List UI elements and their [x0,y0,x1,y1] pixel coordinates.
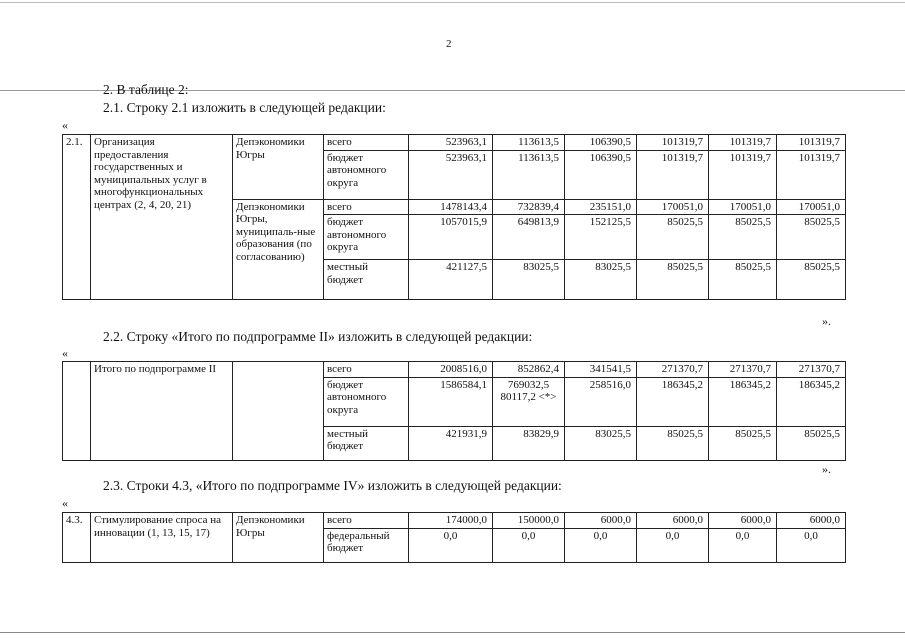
open-quote-2: « [62,346,68,360]
value-cell: 101319,7 [637,135,709,151]
value-cell: 1586584,1 [409,377,493,426]
scan-edge-top [0,2,905,3]
value-cell: 271370,7 [637,362,709,378]
funding-source: бюджет автономного округа [324,150,409,199]
value-cell: 732839,4 [493,199,565,215]
value-cell: 83025,5 [493,260,565,300]
value-cell: 106390,5 [565,150,637,199]
value-cell: 1478143,4 [409,199,493,215]
funding-source: всего [324,362,409,378]
scan-edge-bottom [0,632,905,633]
executor-cell: Депэкономики Югры [233,513,324,563]
value-cell: 421127,5 [409,260,493,300]
value-cell: 83025,5 [565,260,637,300]
value-cell: 186345,2 [777,377,846,426]
value-cell: 113613,5 [493,150,565,199]
paragraph-2-1: 2.1. Строку 2.1 изложить в следующей редакции: [103,100,386,115]
value-cell: 170051,0 [637,199,709,215]
value-cell: 150000,0 [493,513,565,529]
value-cell: 101319,7 [709,135,777,151]
funding-source: федеральный бюджет [324,528,409,562]
value-cell: 421931,9 [409,426,493,460]
value-cell: 83025,5 [565,426,637,460]
value-cell: 0,0 [637,528,709,562]
value-cell: 341541,5 [565,362,637,378]
event-name: Стимулирование спроса на инновации (1, 13, 15, 17) [91,513,233,563]
value-cell: 6000,0 [565,513,637,529]
table-row [63,513,846,529]
value-cell: 6000,0 [709,513,777,529]
value-cell: 101319,7 [637,150,709,199]
table-subtotal-ii [62,361,846,461]
value-cell: 6000,0 [777,513,846,529]
value-cell: 649813,9 [493,215,565,260]
row-number: 4.3. [63,513,91,563]
value-cell: 2008516,0 [409,362,493,378]
value-cell: 235151,0 [565,199,637,215]
value-cell: 0,0 [777,528,846,562]
value-cell: 101319,7 [777,135,846,151]
table-row-2-1 [62,134,846,300]
value-cell: 101319,7 [709,150,777,199]
value-cell: 83829,9 [493,426,565,460]
subtotal-name: Итого по подпрограмме II [91,362,233,461]
funding-source: местный бюджет [324,260,409,300]
close-quote-2: ». [822,462,831,476]
value-cell: 106390,5 [565,135,637,151]
value-cell: 0,0 [493,528,565,562]
value-cell: 113613,5 [493,135,565,151]
page-number: 2 [446,38,452,50]
funding-source: всего [324,135,409,151]
value-cell: 769032,5 80117,2 <*> [493,377,565,426]
value-cell: 152125,5 [565,215,637,260]
value-cell: 85025,5 [637,260,709,300]
funding-source: всего [324,513,409,529]
value-cell: 186345,2 [637,377,709,426]
value-cell: 186345,2 [709,377,777,426]
value-cell: 101319,7 [777,150,846,199]
close-quote-1: ». [822,314,831,328]
executor-cell: Депэкономики Югры [233,135,324,200]
value-cell: 258516,0 [565,377,637,426]
value-cell: 1057015,9 [409,215,493,260]
funding-source: местный бюджет [324,426,409,460]
event-name: Организация предоставления государственных и муниципальных услуг в многофункциональных центрах (2, 4, 20, 21) [91,135,233,300]
value-cell: 85025,5 [637,215,709,260]
row-number: 2.1. [63,135,91,300]
value-cell: 0,0 [709,528,777,562]
value-cell: 523963,1 [409,150,493,199]
value-cell: 6000,0 [637,513,709,529]
value-cell: 85025,5 [709,260,777,300]
value-cell: 85025,5 [777,215,846,260]
executor-cell: Депэкономики Югры, муниципаль-ные образования (по согласованию) [233,199,324,300]
paragraph-2-3: 2.3. Строки 4.3, «Итого по подпрограмме IV» изложить в следующей редакции: [103,478,562,493]
value-cell: 170051,0 [709,199,777,215]
table-row [63,135,846,151]
value-cell: 271370,7 [777,362,846,378]
value-cell: 0,0 [565,528,637,562]
value-cell: 0,0 [409,528,493,562]
open-quote-3: « [62,496,68,510]
value-cell: 85025,5 [637,426,709,460]
paragraph-2-2: 2.2. Строку «Итого по подпрограмме II» изложить в следующей редакции: [103,329,533,344]
value-cell: 85025,5 [709,215,777,260]
open-quote-1: « [62,118,68,132]
executor-cell [233,362,324,461]
funding-source: бюджет автономного округа [324,215,409,260]
value-cell: 174000,0 [409,513,493,529]
value-cell: 523963,1 [409,135,493,151]
value-cell: 170051,0 [777,199,846,215]
paragraph-2: 2. В таблице 2: [103,82,189,97]
funding-source: бюджет автономного округа [324,377,409,426]
funding-source: всего [324,199,409,215]
row-number [63,362,91,461]
value-cell: 271370,7 [709,362,777,378]
value-cell: 85025,5 [709,426,777,460]
table-row-4-3 [62,512,846,563]
table-row [63,362,846,378]
value-cell: 852862,4 [493,362,565,378]
value-cell: 85025,5 [777,260,846,300]
value-cell: 85025,5 [777,426,846,460]
